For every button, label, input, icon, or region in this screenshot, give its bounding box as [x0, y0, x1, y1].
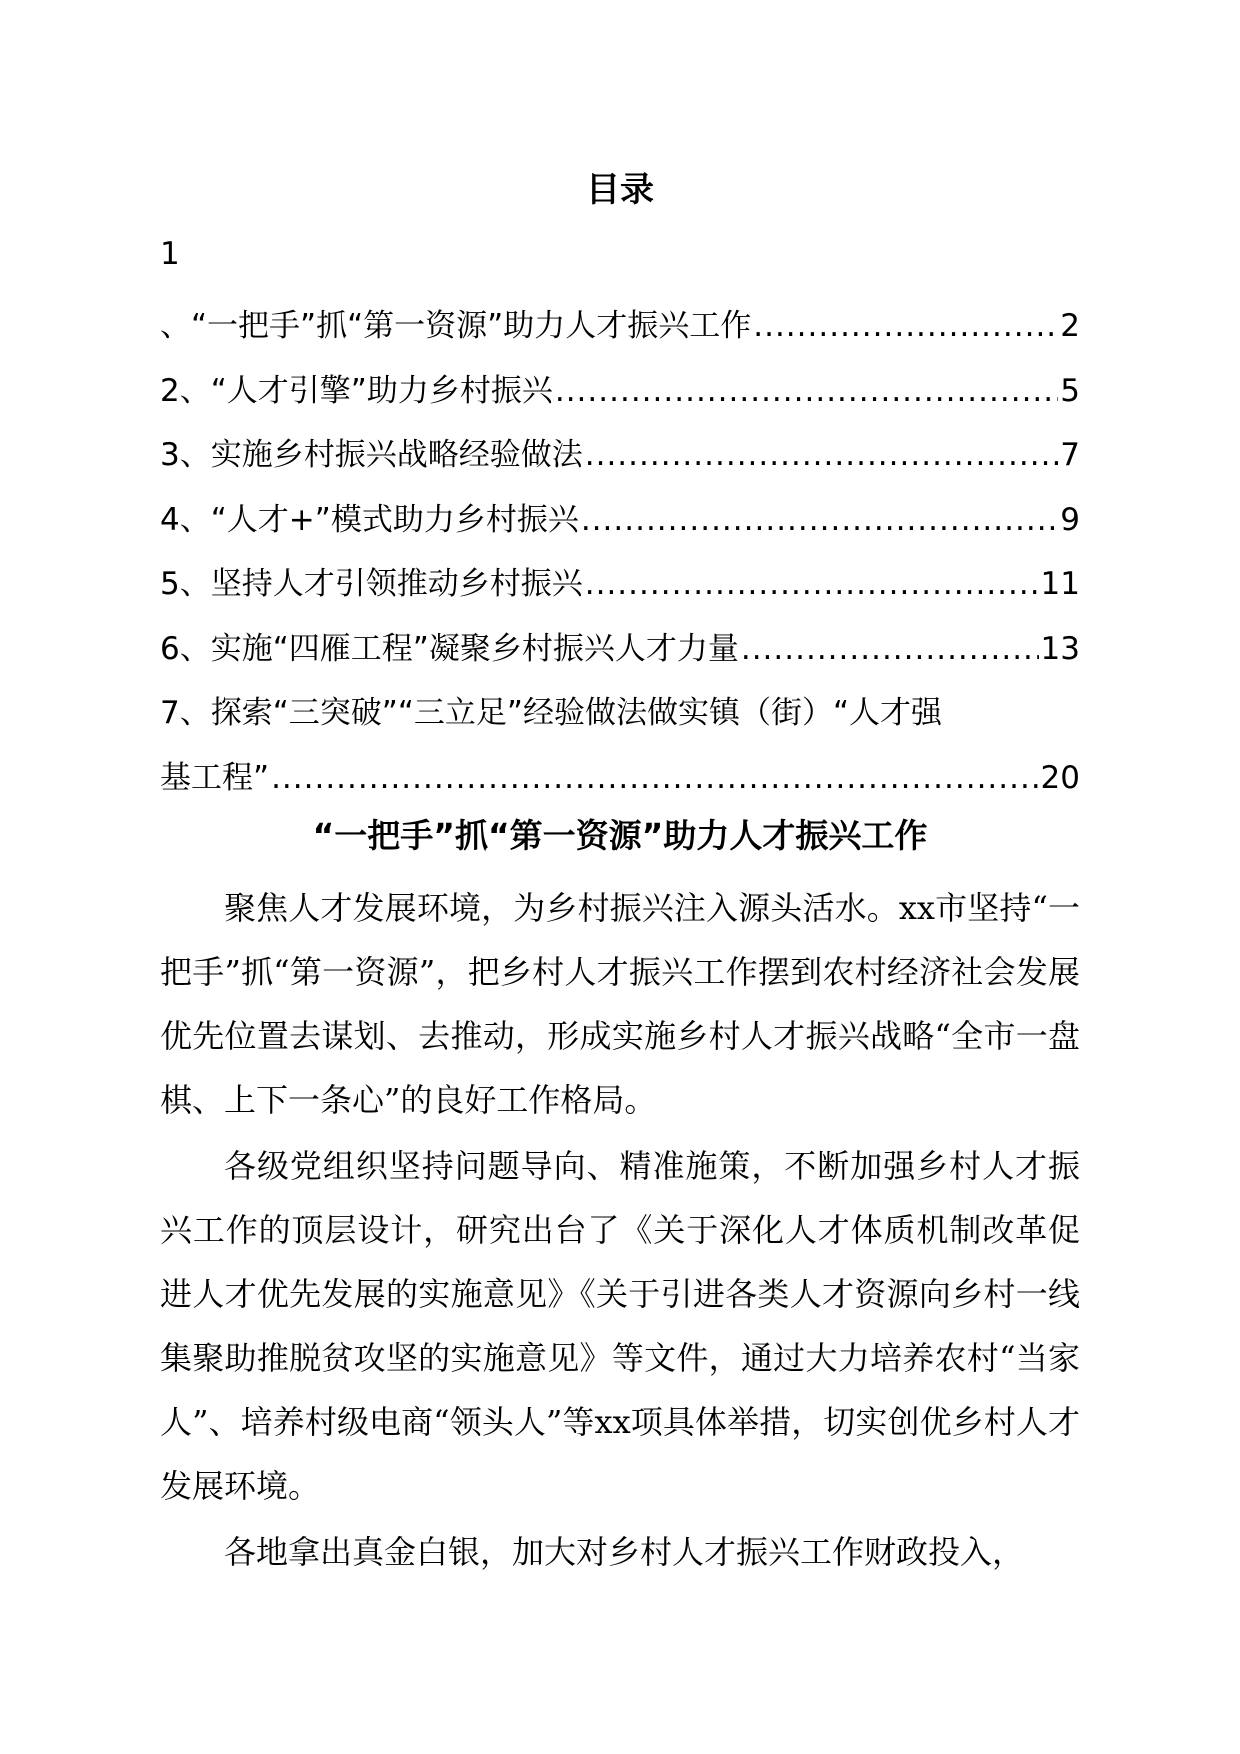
toc-entry-page: 9: [1060, 501, 1080, 538]
toc-entry-page: 13: [1040, 630, 1080, 667]
toc-entry[interactable]: [160, 300, 1080, 365]
toc-entry-text: 4、“人才+”模式助力乡村振兴: [160, 501, 579, 538]
toc-leader-dots: [741, 631, 1039, 667]
toc-entry-page: 2: [1060, 308, 1080, 344]
toc-leader-dots: [585, 566, 1039, 602]
toc-entry[interactable]: [160, 494, 1080, 559]
toc-entry-text: 基工程”: [160, 759, 270, 796]
toc-leader-dots: [555, 373, 1058, 409]
toc-entry-text: 6、实施“四雁工程”凝聚乡村振兴人才力量: [160, 630, 739, 667]
toc-entry-page: 7: [1060, 437, 1080, 473]
toc-entry-text: 5、坚持人才引领推动乡村振兴: [160, 566, 583, 602]
table-of-contents: [160, 300, 1080, 816]
toc-entry-text: 3、实施乡村振兴战略经验做法: [160, 437, 583, 473]
toc-entry-page: 11: [1040, 566, 1080, 602]
toc-leader-dots: [585, 437, 1059, 473]
toc-entry-wrapped-line[interactable]: 7、探索“三突破”“三立足”经验做法做实镇（街）“人才强: [160, 695, 943, 731]
article-title: “一把手”抓“第一资源”助力人才振兴工作: [312, 816, 928, 855]
toc-entry[interactable]: [160, 558, 1080, 623]
toc-number-line: 1: [160, 236, 180, 272]
toc-title: 目录: [586, 170, 654, 210]
toc-entry[interactable]: [160, 365, 1080, 430]
toc-entry-page: 5: [1060, 372, 1080, 409]
toc-entry[interactable]: [160, 623, 1080, 688]
toc-entry-text: 、“一把手”抓“第一资源”助力人才振兴工作: [160, 308, 752, 344]
body-paragraph: 各地拿出真金白银，加大对乡村人才振兴工作财政投入，: [224, 1533, 1025, 1571]
toc-entry[interactable]: [160, 429, 1080, 494]
toc-leader-dots: [753, 308, 1058, 344]
toc-leader-dots: [271, 760, 1038, 796]
body-paragraph: 聚焦人才发展环境，为乡村振兴注入源头活水。xx市坚持“一把手”抓“第一资源”，把乡村人才振兴工作摆到农村经济社会发展优先位置去谋划、去推动，形成实施乡村人才振兴战略“全市一盘棋、上下一条心”的良好工作格局。: [160, 889, 1080, 1119]
toc-leader-dots: [581, 502, 1058, 538]
toc-entry-text: 2、“人才引擎”助力乡村振兴: [160, 372, 553, 409]
body-paragraph: 各级党组织坚持问题导向、精准施策，不断加强乡村人才振兴工作的顶层设计，研究出台了《关于深化人才体质机制改革促进人才优先发展的实施意见》《关于引进各类人才资源向乡村一线集聚助推脱贫攻坚的实施意见》等文件，通过大力培养农村“当家人”、培养村级电商“领头人”等xx项具体举措，切实创优乡村人才发展环境。: [160, 1147, 1080, 1505]
toc-entry[interactable]: [160, 752, 1080, 817]
toc-entry-page: 20: [1040, 759, 1080, 796]
article-body: [160, 876, 1080, 1586]
